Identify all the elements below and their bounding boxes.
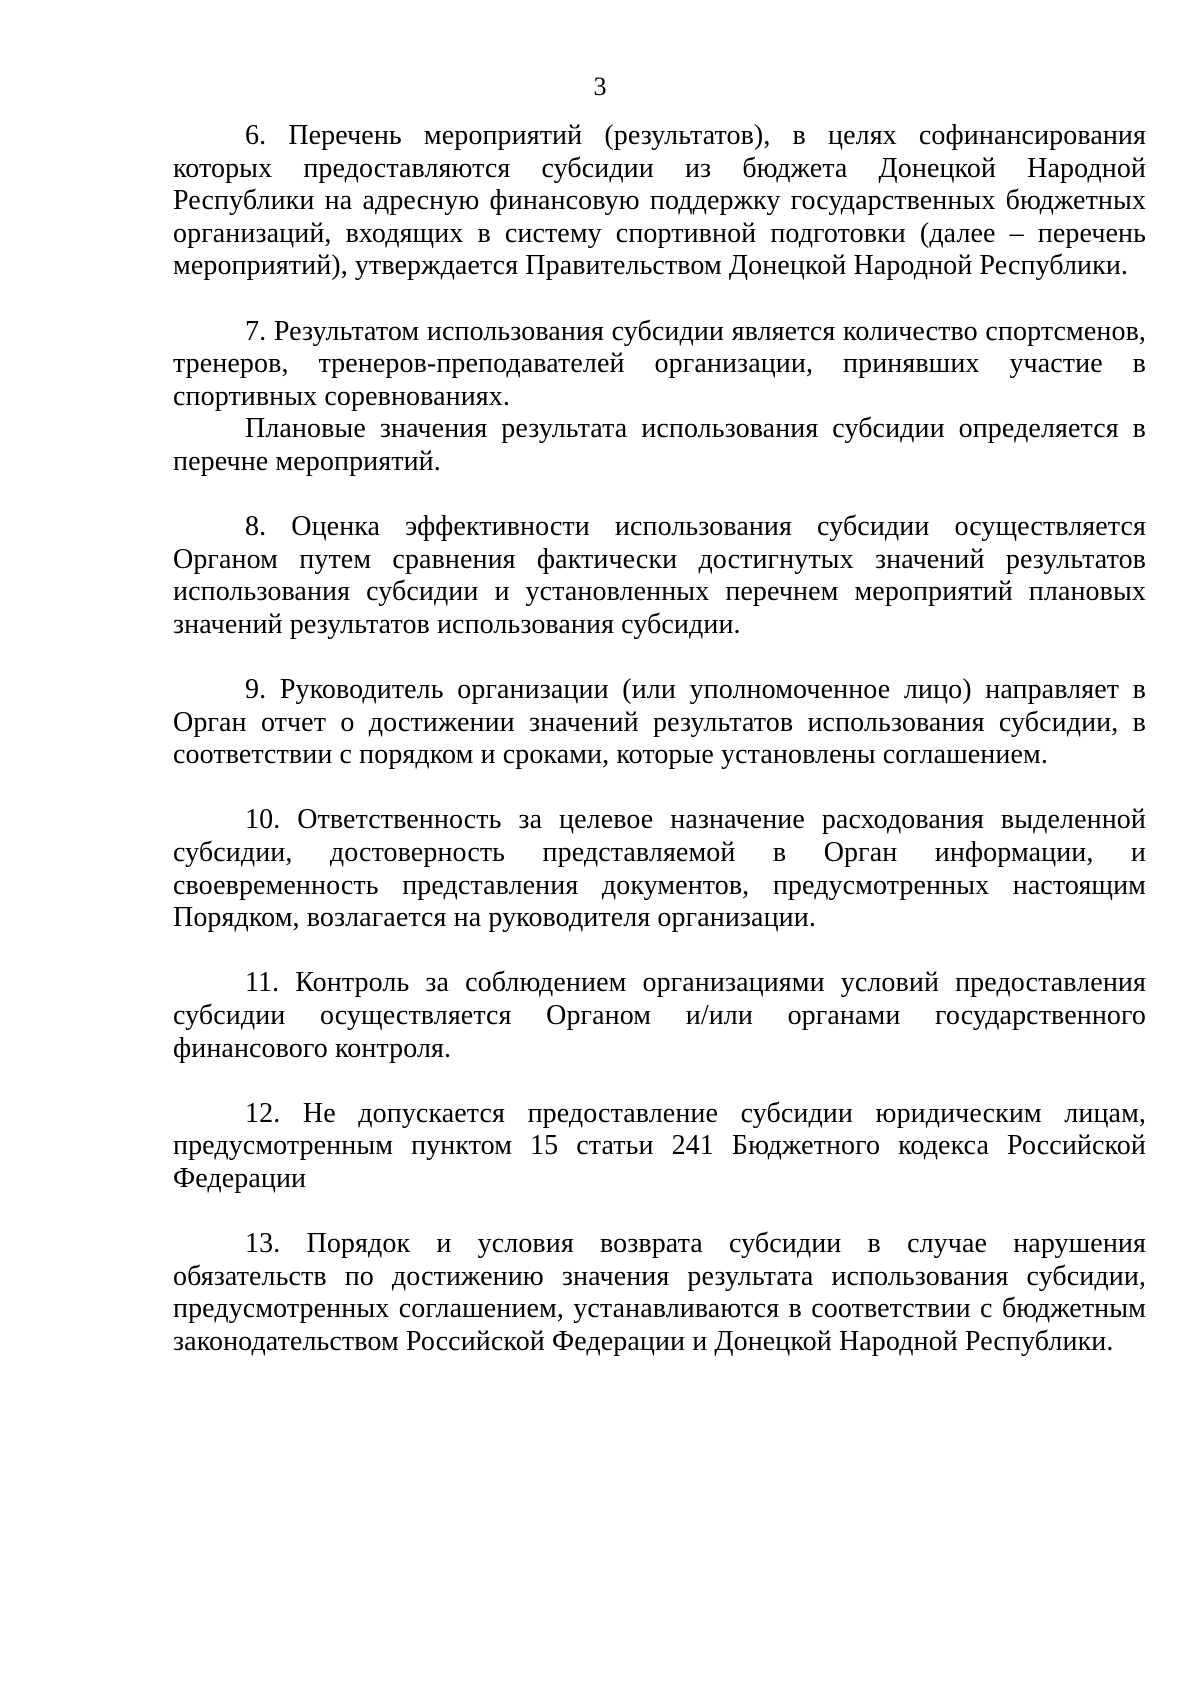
paragraph-planned-values: Плановые значения результата использования субсидии определяется в перечне мероприятий.: [173, 413, 1146, 477]
paragraph-item-8: 8. Оценка эффективности использования субсидии осуществляется Органом путем сравнения фактически достигнутых значений результатов использования субсидии и установленных перечнем мероприятий плановых значений результатов использования субсидии.: [173, 511, 1146, 640]
document-body: [173, 120, 1146, 1359]
paragraph-item-13: 13. Порядок и условия возврата субсидии в случае нарушения обязательств по достижению значения результата использования субсидии, предусмотренных соглашением, устанавливаются в соответствии с бюджетным законодательством Российской Федерации и Донецкой Народной Республики.: [173, 1228, 1146, 1357]
paragraph-item-11: 11. Контроль за соблюдением организациями условий предоставления субсидии осуществляется Органом и/или органами государственного финансового контроля.: [173, 967, 1146, 1064]
paragraph-item-6: 6. Перечень мероприятий (результатов), в целях софинансирования которых предоставляются субсидии из бюджета Донецкой Народной Республики на адресную финансовую поддержку государственных бюджетных организаций, входящих в систему спортивной подготовки (далее – перечень мероприятий), утверждается Правительством Донецкой Народной Республики.: [173, 120, 1146, 282]
paragraph-item-12: 12. Не допускается предоставление субсидии юридическим лицам, предусмотренным пунктом 15 статьи 241 Бюджетного кодекса Российской Федерации: [173, 1097, 1146, 1194]
paragraph-item-7: 7. Результатом использования субсидии является количество спортсменов, тренеров, тренеров-преподавателей организации, принявших участие в спортивных соревнованиях.: [173, 315, 1146, 412]
page-number: 3: [593, 72, 607, 101]
paragraph-item-10: 10. Ответственность за целевое назначение расходования выделенной субсидии, достоверность представляемой в Орган информации, и своевременность представления документов, предусмотренных настоящим Порядком, возлагается на руководителя организации.: [173, 804, 1146, 934]
paragraph-item-9: 9. Руководитель организации (или уполномоченное лицо) направляет в Орган отчет о достижении значений результатов использования субсидии, в соответствии с порядком и сроками, которые установлены соглашением.: [173, 674, 1146, 771]
